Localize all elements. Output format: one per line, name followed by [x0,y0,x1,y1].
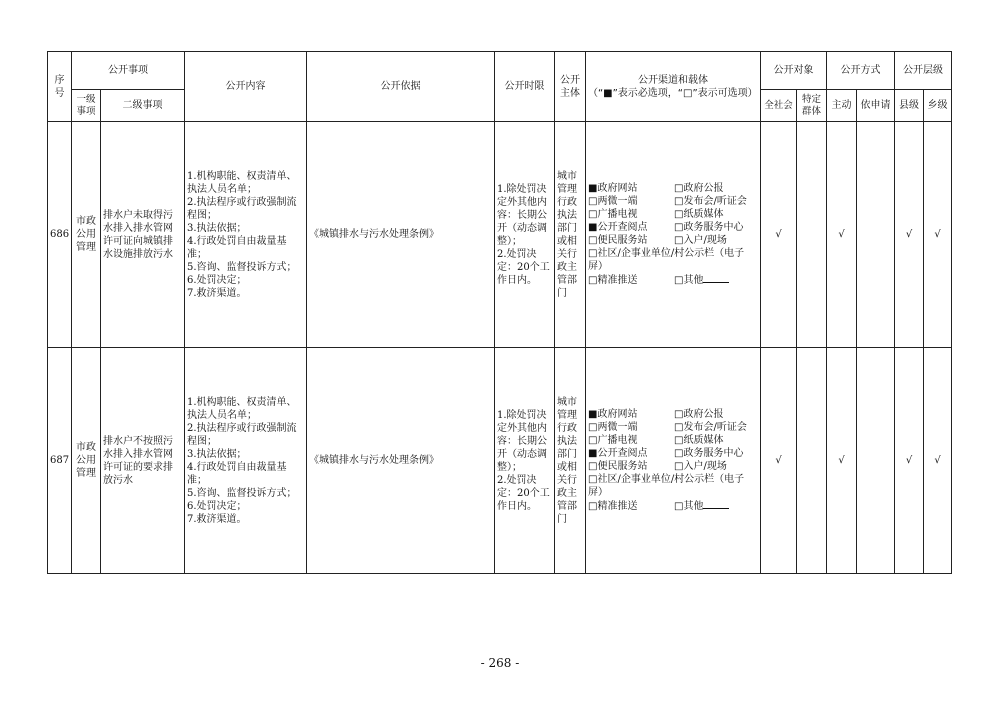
channel-targeted-push: □精准推送 [588,275,638,286]
channel-line [588,434,758,447]
header-audience-specific: 特定群体 [797,90,827,122]
channel-radio-tv: □广播电视 [588,435,638,446]
header-matters: 公开事项 [72,52,185,90]
row-time-limit [495,122,555,348]
row-audience-all: √ [761,348,797,574]
content-line: 7.救济渠道。 [187,287,247,299]
header-level-county: 县级 [895,90,924,122]
content-line: 2.执法程序或行政强制流程图； [187,422,297,447]
channel-onsite: □入户/现场 [674,461,727,472]
header-channel-title: 公开渠道和载体 [638,74,708,86]
row-audience-specific [797,122,827,348]
row-basis: 《城镇排水与污水处理条例》 [307,348,495,574]
channel-gov-website: ■政府网站 [588,183,638,194]
row-level1: 市政公用管理 [72,122,101,348]
channel-wechat-weibo-app: □两微一端 [588,196,638,207]
header-level1: 一级事项 [72,90,101,122]
row-content [185,348,307,574]
content-line: 5.咨询、监督投诉方式； [187,261,297,273]
content-line: 1.机构职能、权责清单、执法人员名单； [187,396,297,421]
header-audience-all: 全社会 [761,90,797,122]
channel-print-media: □纸质媒体 [674,435,724,446]
header-audience: 公开对象 [761,52,827,90]
channel-public-reading-point: ■公开查阅点 [588,222,648,233]
header-subject: 公开主体 [555,52,586,122]
channel-bulletin-board: □社区/企事业单位/村公示栏（电子屏） [588,248,745,272]
channel-line [588,208,758,221]
row-method-request [857,122,895,348]
row-level-township: √ [924,122,952,348]
header-time-limit: 公开时限 [495,52,555,122]
header-row-1 [48,52,952,90]
channel-line [588,447,758,460]
header-channel [586,52,761,122]
channel-line [588,460,758,473]
header-method-active: 主动 [827,90,857,122]
time-limit-line: 2.处罚决定：20个工作日内。 [497,474,550,512]
row-level-county: √ [895,122,924,348]
row-level2: 排水户未取得污水排入排水管网许可证向城镇排水设施排放污水 [101,122,185,348]
channel-line [588,182,758,195]
channel-service-station: □便民服务站 [588,461,648,472]
row-level1: 市政公用管理 [72,348,101,574]
content-line: 1.机构职能、权责清单、执法人员名单； [187,170,297,195]
row-seq: 687 [48,348,72,574]
row-subject: 城市管理行政执法部门或相关行政主管部门 [555,122,586,348]
channel-line [588,195,758,208]
channel-line [588,421,758,434]
row-channels [586,122,761,348]
blank-underline [703,499,729,509]
row-seq: 686 [48,122,72,348]
page-number: - 268 - [480,656,520,670]
content-line: 3.执法依据； [187,222,247,234]
content-line: 4.行政处罚自由裁量基准； [187,235,287,260]
disclosure-table [47,51,952,574]
header-level-township: 乡级 [924,90,952,122]
row-method-active: √ [827,348,857,574]
channel-service-station: □便民服务站 [588,235,648,246]
channel-press-hearing: □发布会/听证会 [674,422,747,433]
header-level: 公开层级 [895,52,952,90]
header-basis: 公开依据 [307,52,495,122]
content-line: 5.咨询、监督投诉方式； [187,487,297,499]
row-method-active: √ [827,122,857,348]
time-limit-line: 2.处罚决定：20个工作日内。 [497,248,550,286]
channel-gov-website: ■政府网站 [588,409,638,420]
row-subject: 城市管理行政执法部门或相关行政主管部门 [555,348,586,574]
content-line: 6.处罚决定； [187,274,247,286]
channel-public-reading-point: ■公开查阅点 [588,448,648,459]
channel-onsite: □入户/现场 [674,235,727,246]
channel-line [588,273,758,287]
channel-other: □其他 [674,275,704,286]
header-method-request: 依申请 [857,90,895,122]
content-line: 4.行政处罚自由裁量基准； [187,461,287,486]
channel-wechat-weibo-app: □两微一端 [588,422,638,433]
table-row [48,348,952,574]
channel-other: □其他 [674,501,704,512]
channel-line [588,221,758,234]
header-channel-note: （“■”表示必选项，“□”表示可选项） [588,87,758,99]
channel-line [588,499,758,513]
row-level2: 排水户不按照污水排入排水管网许可证的要求排放污水 [101,348,185,574]
channel-line [588,234,758,247]
channel-press-hearing: □发布会/听证会 [674,196,747,207]
blank-underline [703,273,729,283]
row-audience-specific [797,348,827,574]
channel-service-center: □政务服务中心 [674,222,744,233]
channel-line [588,408,758,421]
time-limit-line: 1.除处罚决定外其他内容：长期公开（动态调整）； [497,183,547,247]
channel-targeted-push: □精准推送 [588,501,638,512]
row-level-county: √ [895,348,924,574]
content-line: 2.执法程序或行政强制流程图； [187,196,297,221]
channel-gov-gazette: □政府公报 [674,409,724,420]
header-content: 公开内容 [185,52,307,122]
content-line: 3.执法依据； [187,448,247,460]
row-basis: 《城镇排水与污水处理条例》 [307,122,495,348]
row-audience-all: √ [761,122,797,348]
channel-radio-tv: □广播电视 [588,209,638,220]
channel-gov-gazette: □政府公报 [674,183,724,194]
row-channels [586,348,761,574]
table-row [48,122,952,348]
row-content [185,122,307,348]
header-level2: 二级事项 [101,90,185,122]
row-time-limit [495,348,555,574]
content-line: 6.处罚决定； [187,500,247,512]
channel-bulletin-board: □社区/企事业单位/村公示栏（电子屏） [588,474,745,498]
channel-print-media: □纸质媒体 [674,209,724,220]
content-line: 7.救济渠道。 [187,513,247,525]
channel-service-center: □政务服务中心 [674,448,744,459]
time-limit-line: 1.除处罚决定外其他内容：长期公开（动态调整）； [497,409,547,473]
header-seq: 序号 [48,52,72,122]
header-method: 公开方式 [827,52,895,90]
row-level-township: √ [924,348,952,574]
row-method-request [857,348,895,574]
